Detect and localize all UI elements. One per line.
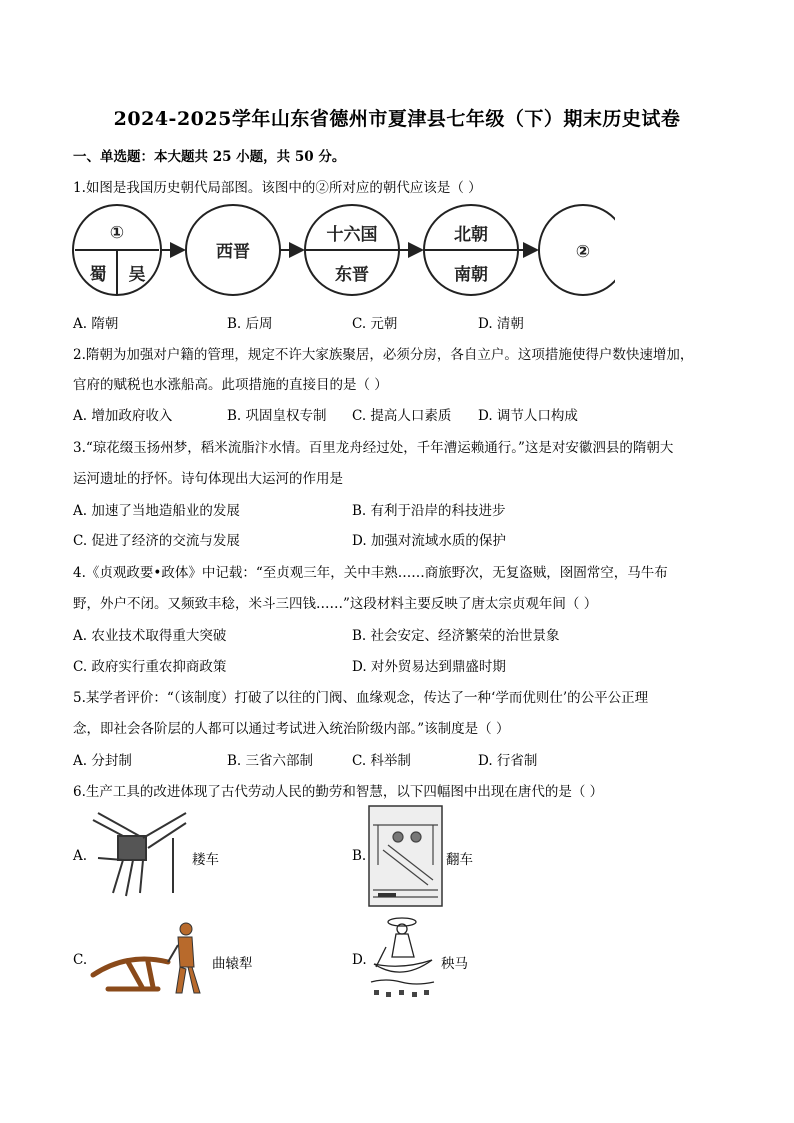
section-heading: 一、单选题：本大题共 25 小题，共 50 分。 [73, 149, 346, 165]
timeline-label-wu: 吴 [128, 265, 146, 285]
q1-option-b[interactable]: B. 后周 [227, 316, 273, 332]
question-3-line-2: 运河遗址的抒怀。诗句体现出大运河的作用是 [73, 471, 343, 487]
q3-option-d[interactable]: D. 加强对流域水质的保护 [352, 533, 506, 549]
q1-option-c[interactable]: C. 元朝 [352, 316, 398, 332]
question-2-line-1: 2.隋朝为加强对户籍的管理，规定不许大家族聚居，必须分房，各自立户。这项措施使得户数快速增加， [73, 347, 694, 363]
chain-pump-illustration-icon [368, 805, 443, 907]
q6-option-b-letter[interactable]: B. [352, 848, 367, 864]
curved-plough-illustration-icon [88, 917, 208, 997]
q6-option-a-label: 耧车 [192, 852, 219, 868]
question-2-line-2: 官府的赋税也水涨船高。此项措施的直接目的是（ ） [73, 377, 388, 393]
q5-option-a[interactable]: A. 分封制 [73, 753, 132, 769]
question-6-stem: 6.生产工具的改进体现了古代劳动人民的勤劳和智慧，以下四幅图中出现在唐代的是（ ） [73, 784, 604, 800]
q5-option-b[interactable]: B. 三省六部制 [227, 753, 314, 769]
q2-option-d[interactable]: D. 调节人口构成 [478, 408, 578, 424]
q3-option-c[interactable]: C. 促进了经济的交流与发展 [73, 533, 240, 549]
q1-option-d[interactable]: D. 清朝 [478, 316, 524, 332]
dynasty-timeline-diagram [70, 200, 615, 300]
question-5-line-1: 5.某学者评价：“（该制度）打破了以往的门阀、血缘观念，传达了一种‘学而优则仕’的公平公正理 [73, 690, 649, 706]
timeline-label-nanchao: 南朝 [454, 265, 488, 285]
q6-option-c-label: 曲辕犁 [212, 956, 253, 972]
timeline-label-2: ② [575, 242, 591, 262]
timeline-label-beichao: 北朝 [454, 225, 488, 245]
q2-option-c[interactable]: C. 提高人口素质 [352, 408, 452, 424]
timeline-label-1: ① [109, 223, 125, 243]
q4-option-b[interactable]: B. 社会安定、经济繁荣的治世景象 [352, 628, 560, 644]
q4-option-d[interactable]: D. 对外贸易达到鼎盛时期 [352, 659, 506, 675]
q2-option-a[interactable]: A. 增加政府收入 [73, 408, 173, 424]
q4-option-a[interactable]: A. 农业技术取得重大突破 [73, 628, 227, 644]
timeline-label-shu: 蜀 [89, 265, 107, 285]
q2-option-b[interactable]: B. 巩固皇权专制 [227, 408, 327, 424]
question-5-line-2: 念，即社会各阶层的人都可以通过考试进入统治阶级内部。”该制度是（ ） [73, 721, 510, 737]
q4-option-c[interactable]: C. 政府实行重农抑商政策 [73, 659, 227, 675]
q6-option-c-letter[interactable]: C. [73, 952, 88, 968]
q6-option-d-label: 秧马 [441, 956, 468, 972]
q6-option-a-letter[interactable]: A. [73, 848, 88, 864]
timeline-label-sixteen-kingdoms: 十六国 [326, 225, 378, 245]
page-title: 2024-2025学年山东省德州市夏津县七年级（下）期末历史试卷 [113, 108, 681, 130]
question-1-stem: 1.如图是我国历史朝代局部图。该图中的②所对应的朝代应该是（ ） [73, 180, 482, 196]
timeline-label-xijin: 西晋 [216, 242, 250, 262]
q6-option-b-label: 翻车 [446, 852, 473, 868]
q5-option-d[interactable]: D. 行省制 [478, 753, 538, 769]
q1-option-a[interactable]: A. 隋朝 [73, 316, 119, 332]
seed-drill-illustration-icon [88, 808, 193, 900]
timeline-label-dongjin: 东晋 [335, 265, 369, 285]
rice-transplanting-boat-illustration-icon [366, 912, 438, 1004]
q6-option-d-letter[interactable]: D. [352, 952, 367, 968]
question-4-line-1: 4.《贞观政要•政体》中记载：“至贞观三年，关中丰熟……商旅野次，无复盗贼，囹圄常空，马牛布 [73, 565, 668, 581]
question-3-line-1: 3.“琼花缀玉扬州梦，稻米流脂汴水情。百里龙舟经过处，千年漕运赖通行。”这是对安徽泗县的隋朝大 [73, 440, 674, 456]
q3-option-a[interactable]: A. 加速了当地造船业的发展 [73, 503, 240, 519]
q3-option-b[interactable]: B. 有利于沿岸的科技进步 [352, 503, 506, 519]
question-4-line-2: 野，外户不闭。又频致丰稔，米斗三四钱……”这段材料主要反映了唐太宗贞观年间（ ） [73, 596, 598, 612]
q5-option-c[interactable]: C. 科举制 [352, 753, 411, 769]
